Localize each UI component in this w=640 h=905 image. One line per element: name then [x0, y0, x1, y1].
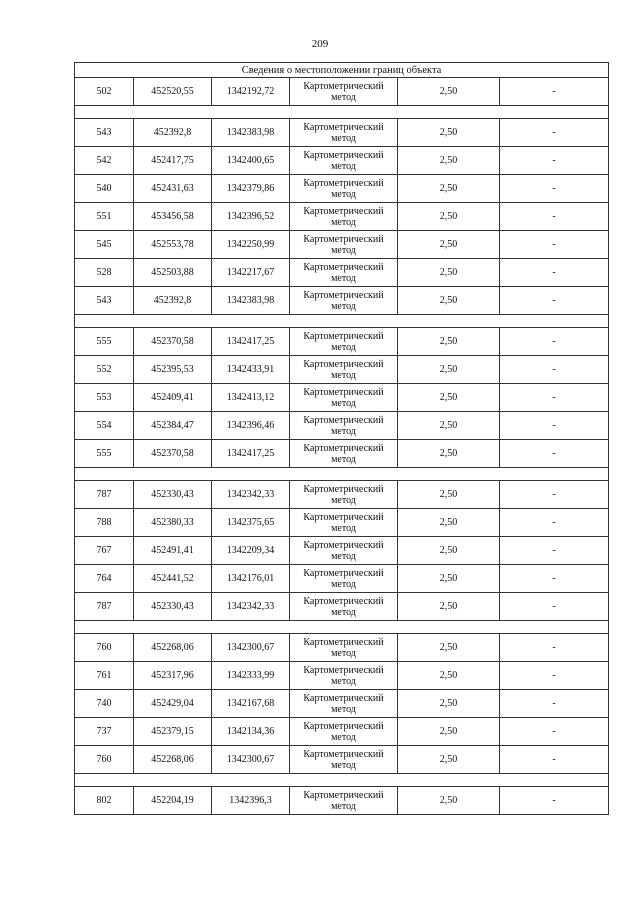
method-cell: Картометрический метод [290, 746, 398, 774]
point-number-cell: 740 [75, 690, 134, 718]
y-coordinate-cell: 1342342,33 [212, 481, 290, 509]
table-row [75, 746, 609, 774]
boundary-coordinates-table [74, 62, 609, 815]
x-coordinate-cell: 452392,8 [134, 287, 212, 315]
block-separator-row [75, 468, 609, 481]
table-row [75, 662, 609, 690]
note-cell: - [500, 662, 609, 690]
x-coordinate-cell: 452409,41 [134, 384, 212, 412]
x-coordinate-cell: 452384,47 [134, 412, 212, 440]
table-row [75, 287, 609, 315]
note-cell: - [500, 287, 609, 315]
table-row [75, 565, 609, 593]
y-coordinate-cell: 1342217,67 [212, 259, 290, 287]
table-row [75, 175, 609, 203]
method-cell: Картометрический метод [290, 412, 398, 440]
note-cell: - [500, 412, 609, 440]
block-separator-row [75, 621, 609, 634]
accuracy-cell: 2,50 [398, 440, 500, 468]
accuracy-cell: 2,50 [398, 565, 500, 593]
y-coordinate-cell: 1342383,98 [212, 119, 290, 147]
point-number-cell: 543 [75, 287, 134, 315]
note-cell: - [500, 593, 609, 621]
x-coordinate-cell: 452503,88 [134, 259, 212, 287]
method-cell: Картометрический метод [290, 287, 398, 315]
x-coordinate-cell: 452429,04 [134, 690, 212, 718]
y-coordinate-cell: 1342300,67 [212, 634, 290, 662]
table-row [75, 718, 609, 746]
accuracy-cell: 2,50 [398, 662, 500, 690]
method-cell: Картометрический метод [290, 787, 398, 815]
accuracy-cell: 2,50 [398, 356, 500, 384]
y-coordinate-cell: 1342209,34 [212, 537, 290, 565]
y-coordinate-cell: 1342176,01 [212, 565, 290, 593]
accuracy-cell: 2,50 [398, 537, 500, 565]
y-coordinate-cell: 1342192,72 [212, 78, 290, 106]
table-row [75, 78, 609, 106]
accuracy-cell: 2,50 [398, 593, 500, 621]
accuracy-cell: 2,50 [398, 634, 500, 662]
block-separator [75, 774, 609, 787]
y-coordinate-cell: 1342400,65 [212, 147, 290, 175]
note-cell: - [500, 328, 609, 356]
point-number-cell: 545 [75, 231, 134, 259]
method-cell: Картометрический метод [290, 662, 398, 690]
x-coordinate-cell: 452431,63 [134, 175, 212, 203]
table-row [75, 259, 609, 287]
method-cell: Картометрический метод [290, 175, 398, 203]
note-cell: - [500, 384, 609, 412]
point-number-cell: 528 [75, 259, 134, 287]
x-coordinate-cell: 452268,06 [134, 634, 212, 662]
accuracy-cell: 2,50 [398, 231, 500, 259]
accuracy-cell: 2,50 [398, 690, 500, 718]
block-separator [75, 621, 609, 634]
accuracy-cell: 2,50 [398, 203, 500, 231]
x-coordinate-cell: 452553,78 [134, 231, 212, 259]
method-cell: Картометрический метод [290, 593, 398, 621]
block-separator-row [75, 774, 609, 787]
note-cell: - [500, 231, 609, 259]
table-row [75, 634, 609, 662]
method-cell: Картометрический метод [290, 690, 398, 718]
note-cell: - [500, 78, 609, 106]
x-coordinate-cell: 452204,19 [134, 787, 212, 815]
x-coordinate-cell: 453456,58 [134, 203, 212, 231]
note-cell: - [500, 565, 609, 593]
block-separator [75, 106, 609, 119]
note-cell: - [500, 175, 609, 203]
block-separator [75, 315, 609, 328]
point-number-cell: 737 [75, 718, 134, 746]
note-cell: - [500, 634, 609, 662]
note-cell: - [500, 259, 609, 287]
y-coordinate-cell: 1342379,86 [212, 175, 290, 203]
method-cell: Картометрический метод [290, 384, 398, 412]
block-separator-row [75, 106, 609, 119]
table-row [75, 509, 609, 537]
note-cell: - [500, 119, 609, 147]
accuracy-cell: 2,50 [398, 259, 500, 287]
y-coordinate-cell: 1342167,68 [212, 690, 290, 718]
accuracy-cell: 2,50 [398, 412, 500, 440]
method-cell: Картометрический метод [290, 119, 398, 147]
table-row [75, 203, 609, 231]
x-coordinate-cell: 452370,58 [134, 440, 212, 468]
point-number-cell: 764 [75, 565, 134, 593]
point-number-cell: 551 [75, 203, 134, 231]
table-body [75, 63, 609, 815]
note-cell: - [500, 718, 609, 746]
table-row [75, 537, 609, 565]
y-coordinate-cell: 1342396,3 [212, 787, 290, 815]
note-cell: - [500, 356, 609, 384]
note-cell: - [500, 481, 609, 509]
table-row [75, 593, 609, 621]
note-cell: - [500, 203, 609, 231]
method-cell: Картометрический метод [290, 231, 398, 259]
point-number-cell: 555 [75, 328, 134, 356]
accuracy-cell: 2,50 [398, 147, 500, 175]
x-coordinate-cell: 452380,33 [134, 509, 212, 537]
method-cell: Картометрический метод [290, 259, 398, 287]
method-cell: Картометрический метод [290, 509, 398, 537]
note-cell: - [500, 147, 609, 175]
method-cell: Картометрический метод [290, 537, 398, 565]
y-coordinate-cell: 1342417,25 [212, 328, 290, 356]
method-cell: Картометрический метод [290, 718, 398, 746]
method-cell: Картометрический метод [290, 78, 398, 106]
accuracy-cell: 2,50 [398, 328, 500, 356]
point-number-cell: 542 [75, 147, 134, 175]
note-cell: - [500, 690, 609, 718]
accuracy-cell: 2,50 [398, 287, 500, 315]
accuracy-cell: 2,50 [398, 787, 500, 815]
point-number-cell: 555 [75, 440, 134, 468]
note-cell: - [500, 746, 609, 774]
block-separator [75, 468, 609, 481]
x-coordinate-cell: 452417,75 [134, 147, 212, 175]
accuracy-cell: 2,50 [398, 78, 500, 106]
point-number-cell: 552 [75, 356, 134, 384]
point-number-cell: 540 [75, 175, 134, 203]
note-cell: - [500, 440, 609, 468]
table-title: Сведения о местоположении границ объекта [75, 63, 609, 78]
table-row [75, 481, 609, 509]
point-number-cell: 787 [75, 593, 134, 621]
note-cell: - [500, 537, 609, 565]
accuracy-cell: 2,50 [398, 481, 500, 509]
table-title-row [75, 63, 609, 78]
accuracy-cell: 2,50 [398, 119, 500, 147]
point-number-cell: 502 [75, 78, 134, 106]
point-number-cell: 554 [75, 412, 134, 440]
table-row [75, 440, 609, 468]
point-number-cell: 761 [75, 662, 134, 690]
y-coordinate-cell: 1342417,25 [212, 440, 290, 468]
x-coordinate-cell: 452392,8 [134, 119, 212, 147]
x-coordinate-cell: 452441,52 [134, 565, 212, 593]
accuracy-cell: 2,50 [398, 746, 500, 774]
accuracy-cell: 2,50 [398, 384, 500, 412]
accuracy-cell: 2,50 [398, 175, 500, 203]
point-number-cell: 788 [75, 509, 134, 537]
table-row [75, 787, 609, 815]
note-cell: - [500, 787, 609, 815]
table-row [75, 147, 609, 175]
y-coordinate-cell: 1342134,36 [212, 718, 290, 746]
point-number-cell: 760 [75, 634, 134, 662]
y-coordinate-cell: 1342333,99 [212, 662, 290, 690]
table-row [75, 356, 609, 384]
method-cell: Картометрический метод [290, 147, 398, 175]
x-coordinate-cell: 452317,96 [134, 662, 212, 690]
x-coordinate-cell: 452268,06 [134, 746, 212, 774]
point-number-cell: 802 [75, 787, 134, 815]
method-cell: Картометрический метод [290, 203, 398, 231]
method-cell: Картометрический метод [290, 356, 398, 384]
x-coordinate-cell: 452379,15 [134, 718, 212, 746]
method-cell: Картометрический метод [290, 328, 398, 356]
table-row [75, 690, 609, 718]
y-coordinate-cell: 1342250,99 [212, 231, 290, 259]
y-coordinate-cell: 1342396,52 [212, 203, 290, 231]
y-coordinate-cell: 1342413,12 [212, 384, 290, 412]
note-cell: - [500, 509, 609, 537]
point-number-cell: 760 [75, 746, 134, 774]
table-row [75, 119, 609, 147]
table-row [75, 384, 609, 412]
table-row [75, 231, 609, 259]
x-coordinate-cell: 452520,55 [134, 78, 212, 106]
y-coordinate-cell: 1342342,33 [212, 593, 290, 621]
block-separator-row [75, 315, 609, 328]
x-coordinate-cell: 452370,58 [134, 328, 212, 356]
y-coordinate-cell: 1342383,98 [212, 287, 290, 315]
method-cell: Картометрический метод [290, 440, 398, 468]
point-number-cell: 767 [75, 537, 134, 565]
x-coordinate-cell: 452395,53 [134, 356, 212, 384]
point-number-cell: 553 [75, 384, 134, 412]
page-number: 209 [311, 38, 329, 50]
accuracy-cell: 2,50 [398, 509, 500, 537]
y-coordinate-cell: 1342396,46 [212, 412, 290, 440]
table-row [75, 412, 609, 440]
y-coordinate-cell: 1342375,65 [212, 509, 290, 537]
method-cell: Картометрический метод [290, 565, 398, 593]
y-coordinate-cell: 1342300,67 [212, 746, 290, 774]
method-cell: Картометрический метод [290, 481, 398, 509]
method-cell: Картометрический метод [290, 634, 398, 662]
y-coordinate-cell: 1342433,91 [212, 356, 290, 384]
point-number-cell: 543 [75, 119, 134, 147]
accuracy-cell: 2,50 [398, 718, 500, 746]
point-number-cell: 787 [75, 481, 134, 509]
x-coordinate-cell: 452330,43 [134, 481, 212, 509]
table-row [75, 328, 609, 356]
x-coordinate-cell: 452330,43 [134, 593, 212, 621]
x-coordinate-cell: 452491,41 [134, 537, 212, 565]
